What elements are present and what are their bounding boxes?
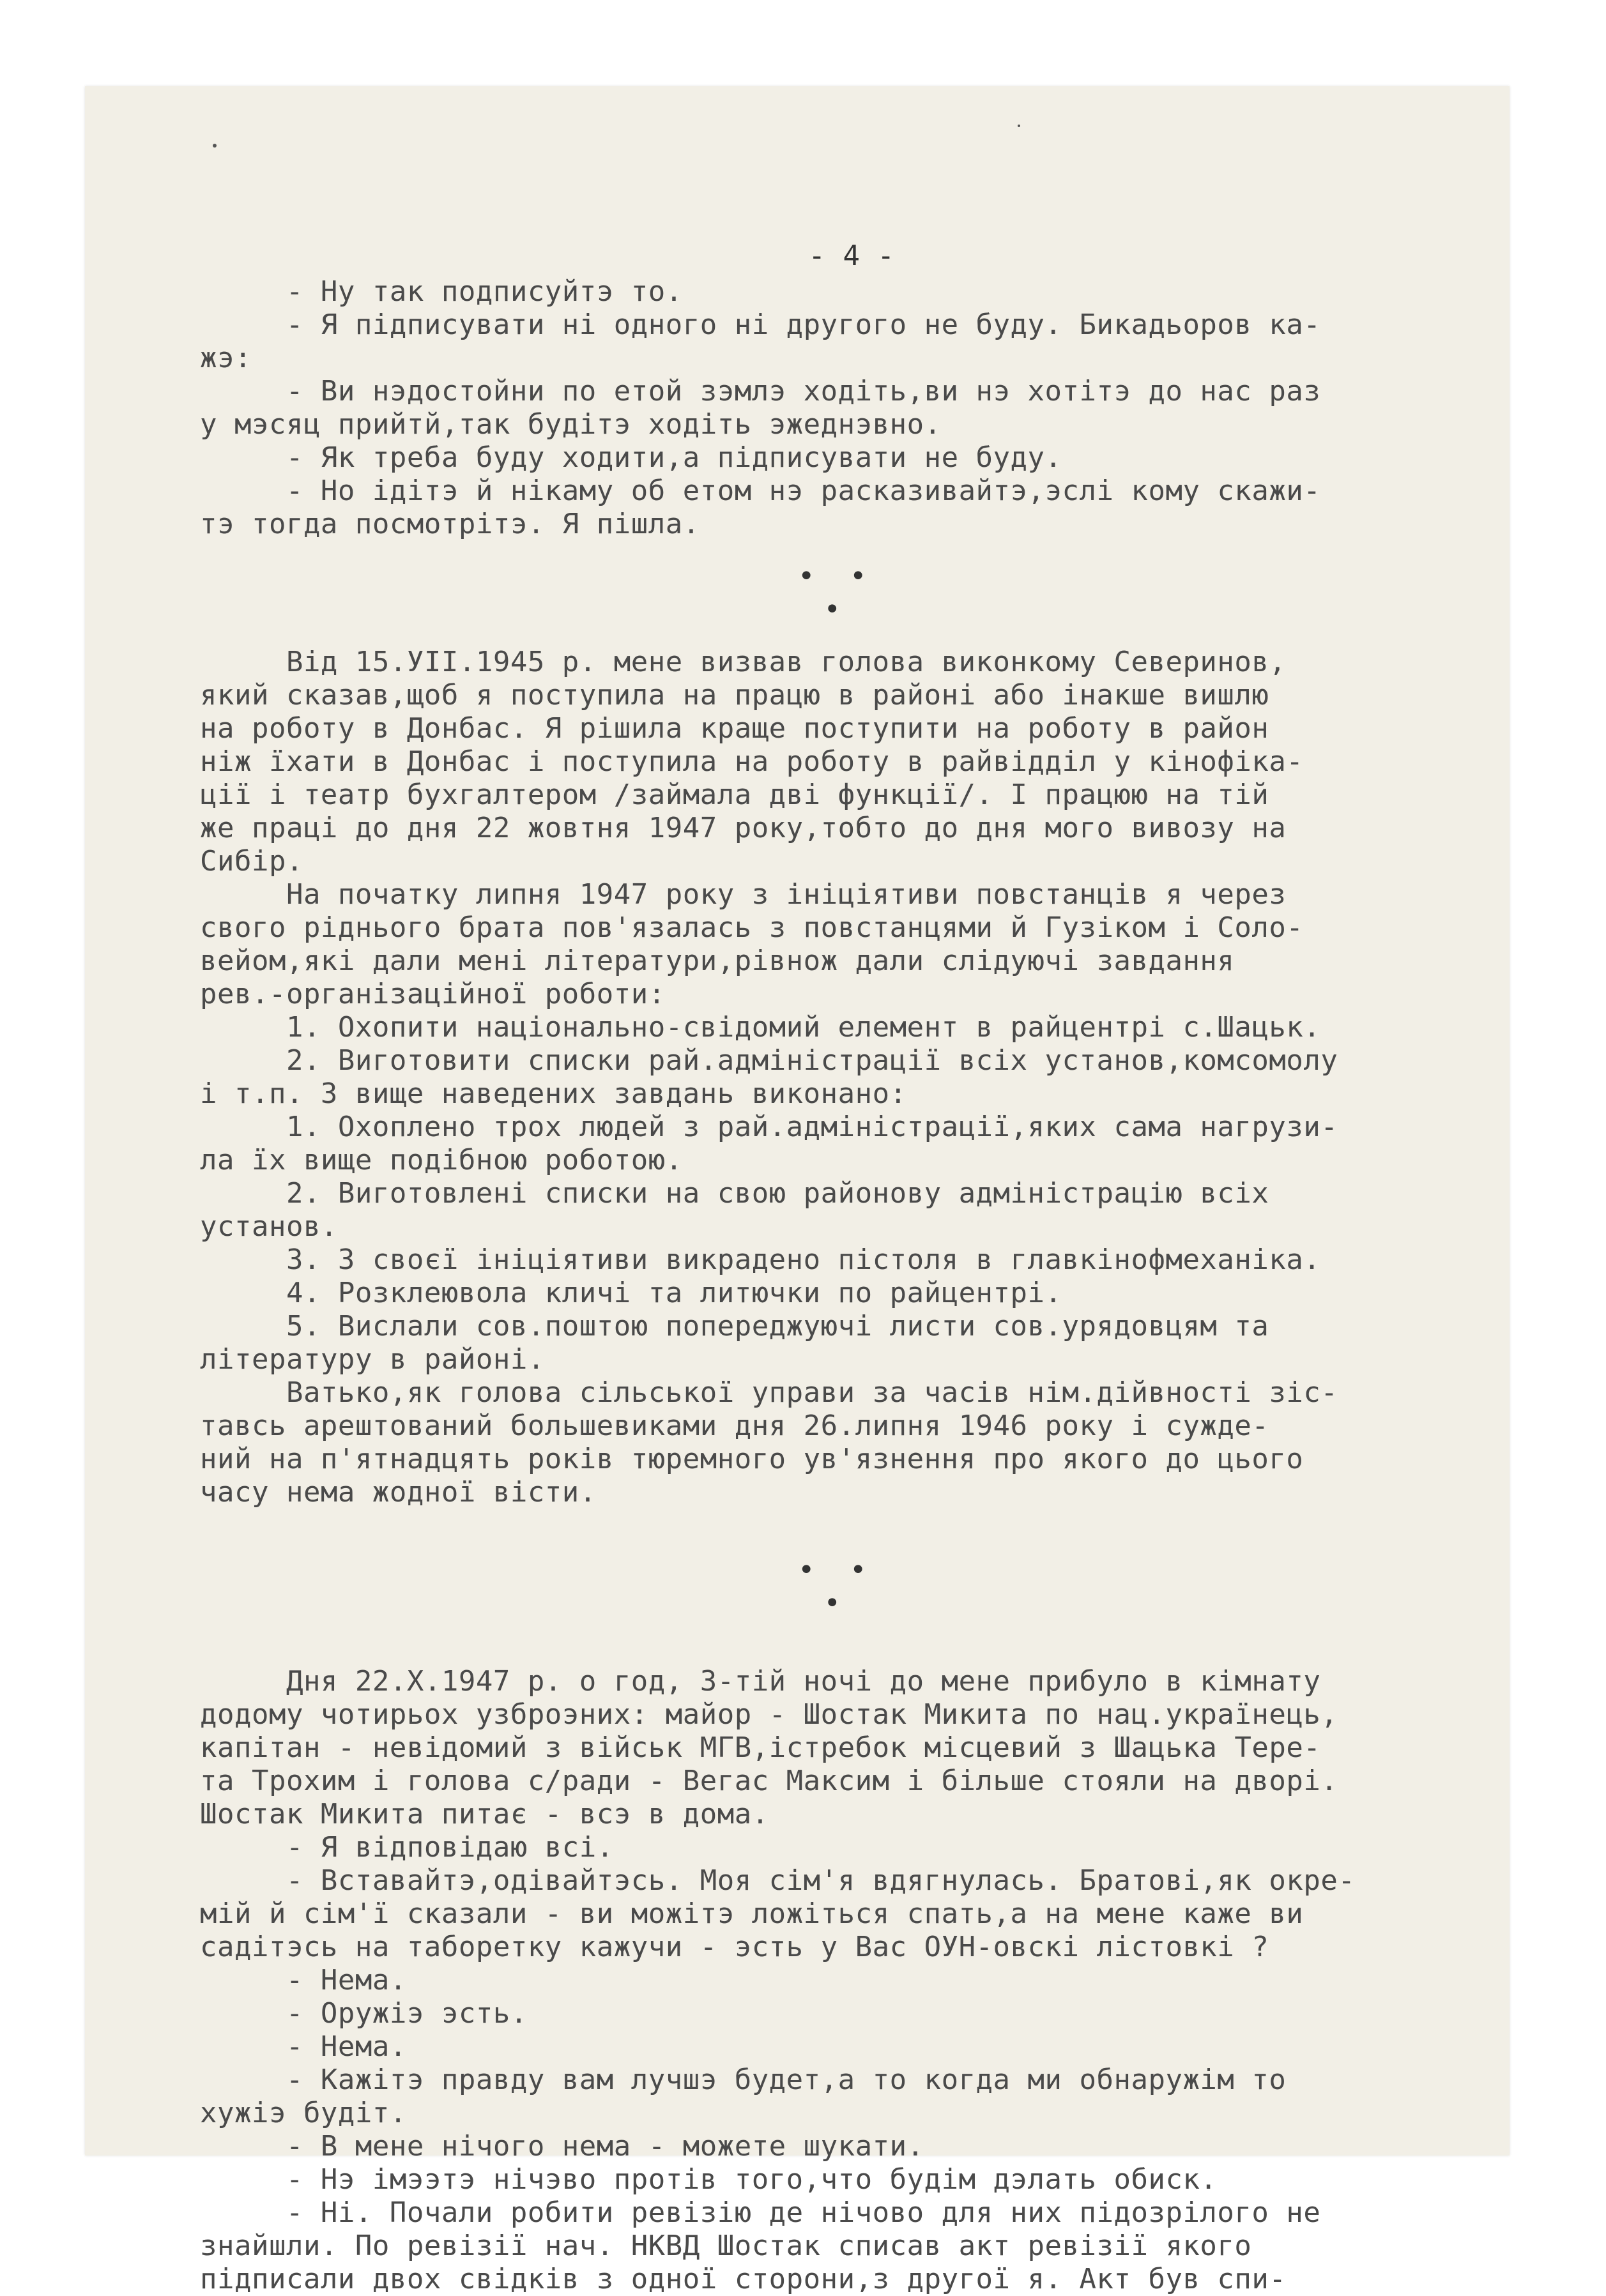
text-line: тэ тогда посмотрітэ. Я пішла. <box>200 508 700 540</box>
text-line: 4. Розклеювола кличі та литючки по райцентрі. <box>200 1277 1062 1309</box>
text-line: На початку липня 1947 року з ініціятиви повстанців я через <box>200 878 1287 911</box>
text-line: 3. З своєї ініціятиви викрадено пістоля в главкінофмеханіка. <box>200 1243 1321 1276</box>
paragraph-arrest-account <box>200 1665 1465 2296</box>
text-line: - Вставайтэ,одівайтэсь. Моя сім'я вдягнулась. Братові,як окре- <box>200 1864 1356 1897</box>
text-line: підписали двох свідків з одної сторони,з другої я. Акт був спи- <box>200 2263 1287 2295</box>
text-line: жэ: <box>200 342 252 374</box>
text-line: Дня 22.Х.1947 р. о год, 3-тій ночі до мене прибуло в кімнату <box>200 1665 1321 1698</box>
section-separator-dot: • <box>823 593 841 626</box>
text-line: ний на п'ятнадцять років тюремного ув'язнення про якого до цього <box>200 1443 1304 1475</box>
text-line: - В мене нічого нема - можете шукати. <box>200 2130 924 2163</box>
paragraph-employment-and-tasks <box>200 646 1465 1509</box>
text-line: Сибір. <box>200 845 303 878</box>
section-separator: • • <box>798 560 867 593</box>
text-line: - Нема. <box>200 1964 407 1996</box>
text-line: вейом,які дали мені літератури,рівнож дали слідуючі завдання <box>200 945 1235 977</box>
text-line: 1. Охоплено трох людей з рай.адміністрації,яких сама нагрузи- <box>200 1111 1338 1143</box>
text-line: додому чотирьох узброэних: майор - Шостак Микита по нац.українець, <box>200 1698 1338 1731</box>
section-separator: • • <box>798 1554 867 1586</box>
text-line: знайшли. По ревізії нач. НКВД Шостак списав акт ревізії якого <box>200 2230 1252 2262</box>
text-line: 1. Охопити національно-свідомий елемент в райцентрі с.Шацьк. <box>200 1011 1321 1044</box>
text-line: рев.-організаційної роботи: <box>200 978 666 1010</box>
ink-speck <box>1018 125 1020 127</box>
text-line: літературу в районі. <box>200 1343 545 1376</box>
text-line: та Трохим і голова с/ради - Вегас Максим і більше стояли на дворі. <box>200 1765 1338 1797</box>
text-line: ла їх вище подібною роботою. <box>200 1144 683 1176</box>
document-text <box>200 239 1465 2296</box>
text-line: - Ну так подписуйтэ то. <box>200 275 683 308</box>
text-line: - Я підписувати ні одного ні другого не буду. Бикадьоров ка- <box>200 308 1321 341</box>
text-line: свого ріднього брата пов'язалась з повстанцями й Гузіком і Соло- <box>200 911 1304 944</box>
text-line: - Я відповідаю всі. <box>200 1831 614 1864</box>
text-line: садітэсь на таборетку кажучи - эсть у Вас ОУН-овскі лістовкі ? <box>200 1931 1269 1963</box>
ink-speck <box>213 144 217 148</box>
text-line: же праці до дня 22 жовтня 1947 року,тобто до дня мого вивозу на <box>200 812 1287 844</box>
text-line: - Ви нэдостойни по етой зэмлэ ходіть,ви нэ хотітэ до нас раз <box>200 375 1321 407</box>
text-line: ції і театр бухгалтером /займала дві функції/. І працюю на тій <box>200 779 1269 811</box>
text-line: який сказав,щоб я поступила на працю в районі або інакше вишлю <box>200 679 1269 711</box>
paragraph-interrogation-dialogue <box>200 275 1465 541</box>
text-line: ніж їхати в Донбас і поступила на роботу в райвідділ у кінофіка- <box>200 745 1304 778</box>
text-line: у мэсяц прийтй,так будітэ ходіть эжеднэвно. <box>200 408 942 441</box>
text-line: - Нэ імээтэ нічэво протів того,что будім дэлать обиск. <box>200 2163 1218 2196</box>
page-number: - 4 - <box>808 239 895 272</box>
document-page <box>85 86 1510 2295</box>
text-line: мій й сім'ї сказали - ви можітэ ложіться спать,а на мене каже ви <box>200 1897 1304 1930</box>
text-line: установ. <box>200 1210 338 1243</box>
text-line: 2. Виготовити списки рай.адміністрації всіх установ,комсомолу <box>200 1044 1338 1077</box>
text-line: хужіэ будіт. <box>200 2097 407 2129</box>
text-line: Шостак Микита питає - всэ в дома. <box>200 1798 769 1830</box>
text-line: - Кажітэ правду вам лучшэ будет,а то когда ми обнаружім то <box>200 2064 1287 2096</box>
text-line: капітан - невідомий з військ МГВ,істребок місцевий з Шацька Тере- <box>200 1731 1321 1764</box>
section-separator-dot: • <box>823 1587 841 1620</box>
text-line: часу нема жодної вісти. <box>200 1476 597 1509</box>
text-line: на роботу в Донбас. Я рішила краще поступити на роботу в район <box>200 712 1269 745</box>
text-line: і т.п. З вище наведених завдань виконано: <box>200 1077 907 1110</box>
text-line: - Но ідітэ й нікаму об етом нэ расказивайтэ,эслі кому скажи- <box>200 475 1321 507</box>
text-line: - Як треба буду ходити,а підписувати не буду. <box>200 441 1062 474</box>
text-line: - Нема. <box>200 2030 407 2063</box>
text-line: - Оружіэ эсть. <box>200 1997 528 2030</box>
text-line: - Ні. Почали робити ревізію де нічово для них підозрілого не <box>200 2196 1321 2229</box>
text-line: Ватько,як голова сільської управи за часів нім.дійвності зіс- <box>200 1376 1338 1409</box>
text-line: 2. Виготовлені списки на свою районову адміністрацію всіх <box>200 1177 1269 1210</box>
text-line: тавсь арештований большевиками дня 26.липня 1946 року і сужде- <box>200 1410 1269 1442</box>
text-line: 5. Вислали сов.поштою попереджуючі листи сов.урядовцям та <box>200 1310 1269 1342</box>
text-line: Від 15.УІІ.1945 р. мене визвав голова виконкому Северинов, <box>200 646 1287 678</box>
